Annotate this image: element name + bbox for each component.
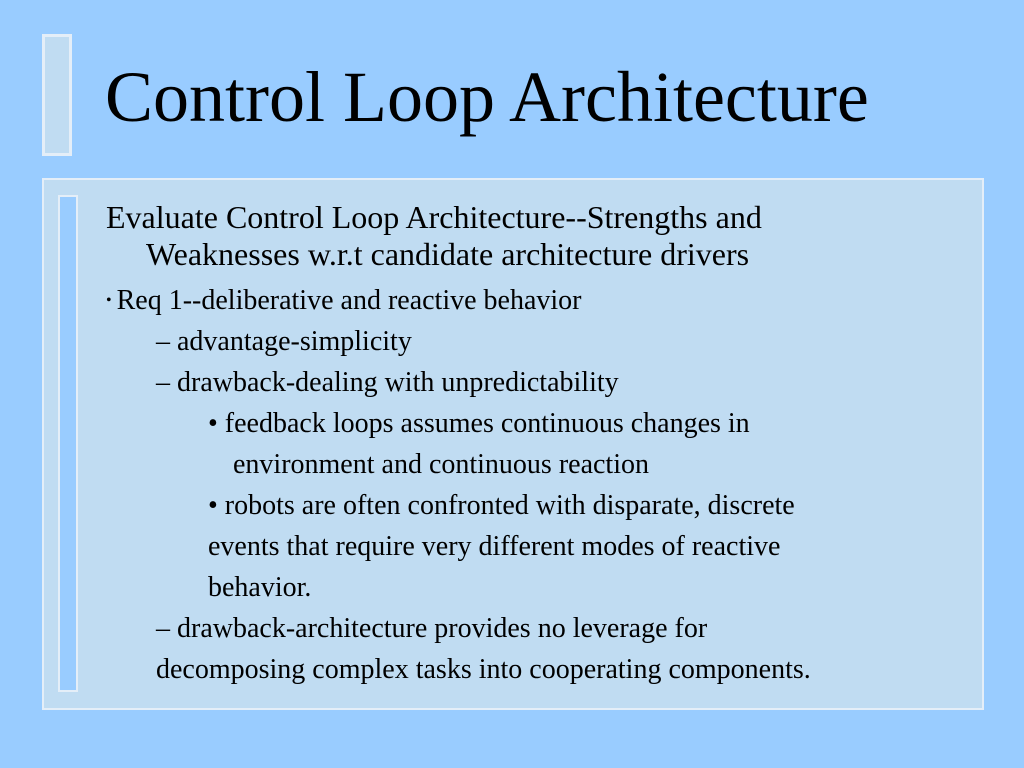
- requirement-item: [106, 280, 966, 321]
- content-accent-bar: [58, 195, 78, 692]
- drawback-item-2-line-1: – drawback-architecture provides no leverage for: [156, 613, 708, 644]
- lead-line-2: Weaknesses w.r.t candidate architecture drivers: [146, 236, 750, 272]
- sub-point-1-line-1: • feedback loops assumes continuous changes in: [208, 408, 750, 439]
- sub-point-2-line-1: • robots are often confronted with disparate, discrete: [208, 490, 795, 521]
- sub-point-1-line-2: environment and continuous reaction: [233, 449, 649, 480]
- slide-body: [106, 199, 966, 690]
- drawback-item-2-line-2: decomposing complex tasks into cooperating components.: [156, 654, 811, 685]
- requirement-text: Req 1--deliberative and reactive behavior: [116, 285, 582, 316]
- bullet-icon: •: [106, 292, 112, 309]
- lead-paragraph: [106, 199, 966, 273]
- advantage-item: – advantage-simplicity: [156, 326, 412, 357]
- sub-point-2-line-3: behavior.: [208, 572, 312, 603]
- sub-point-2-line-2: events that require very different modes of reactive: [208, 531, 781, 562]
- lead-line-1: Evaluate Control Loop Architecture--Strengths and: [106, 199, 762, 235]
- title-accent-bar: [42, 34, 72, 156]
- drawback-item-1: – drawback-dealing with unpredictability: [156, 367, 619, 398]
- slide-title: Control Loop Architecture: [105, 57, 869, 137]
